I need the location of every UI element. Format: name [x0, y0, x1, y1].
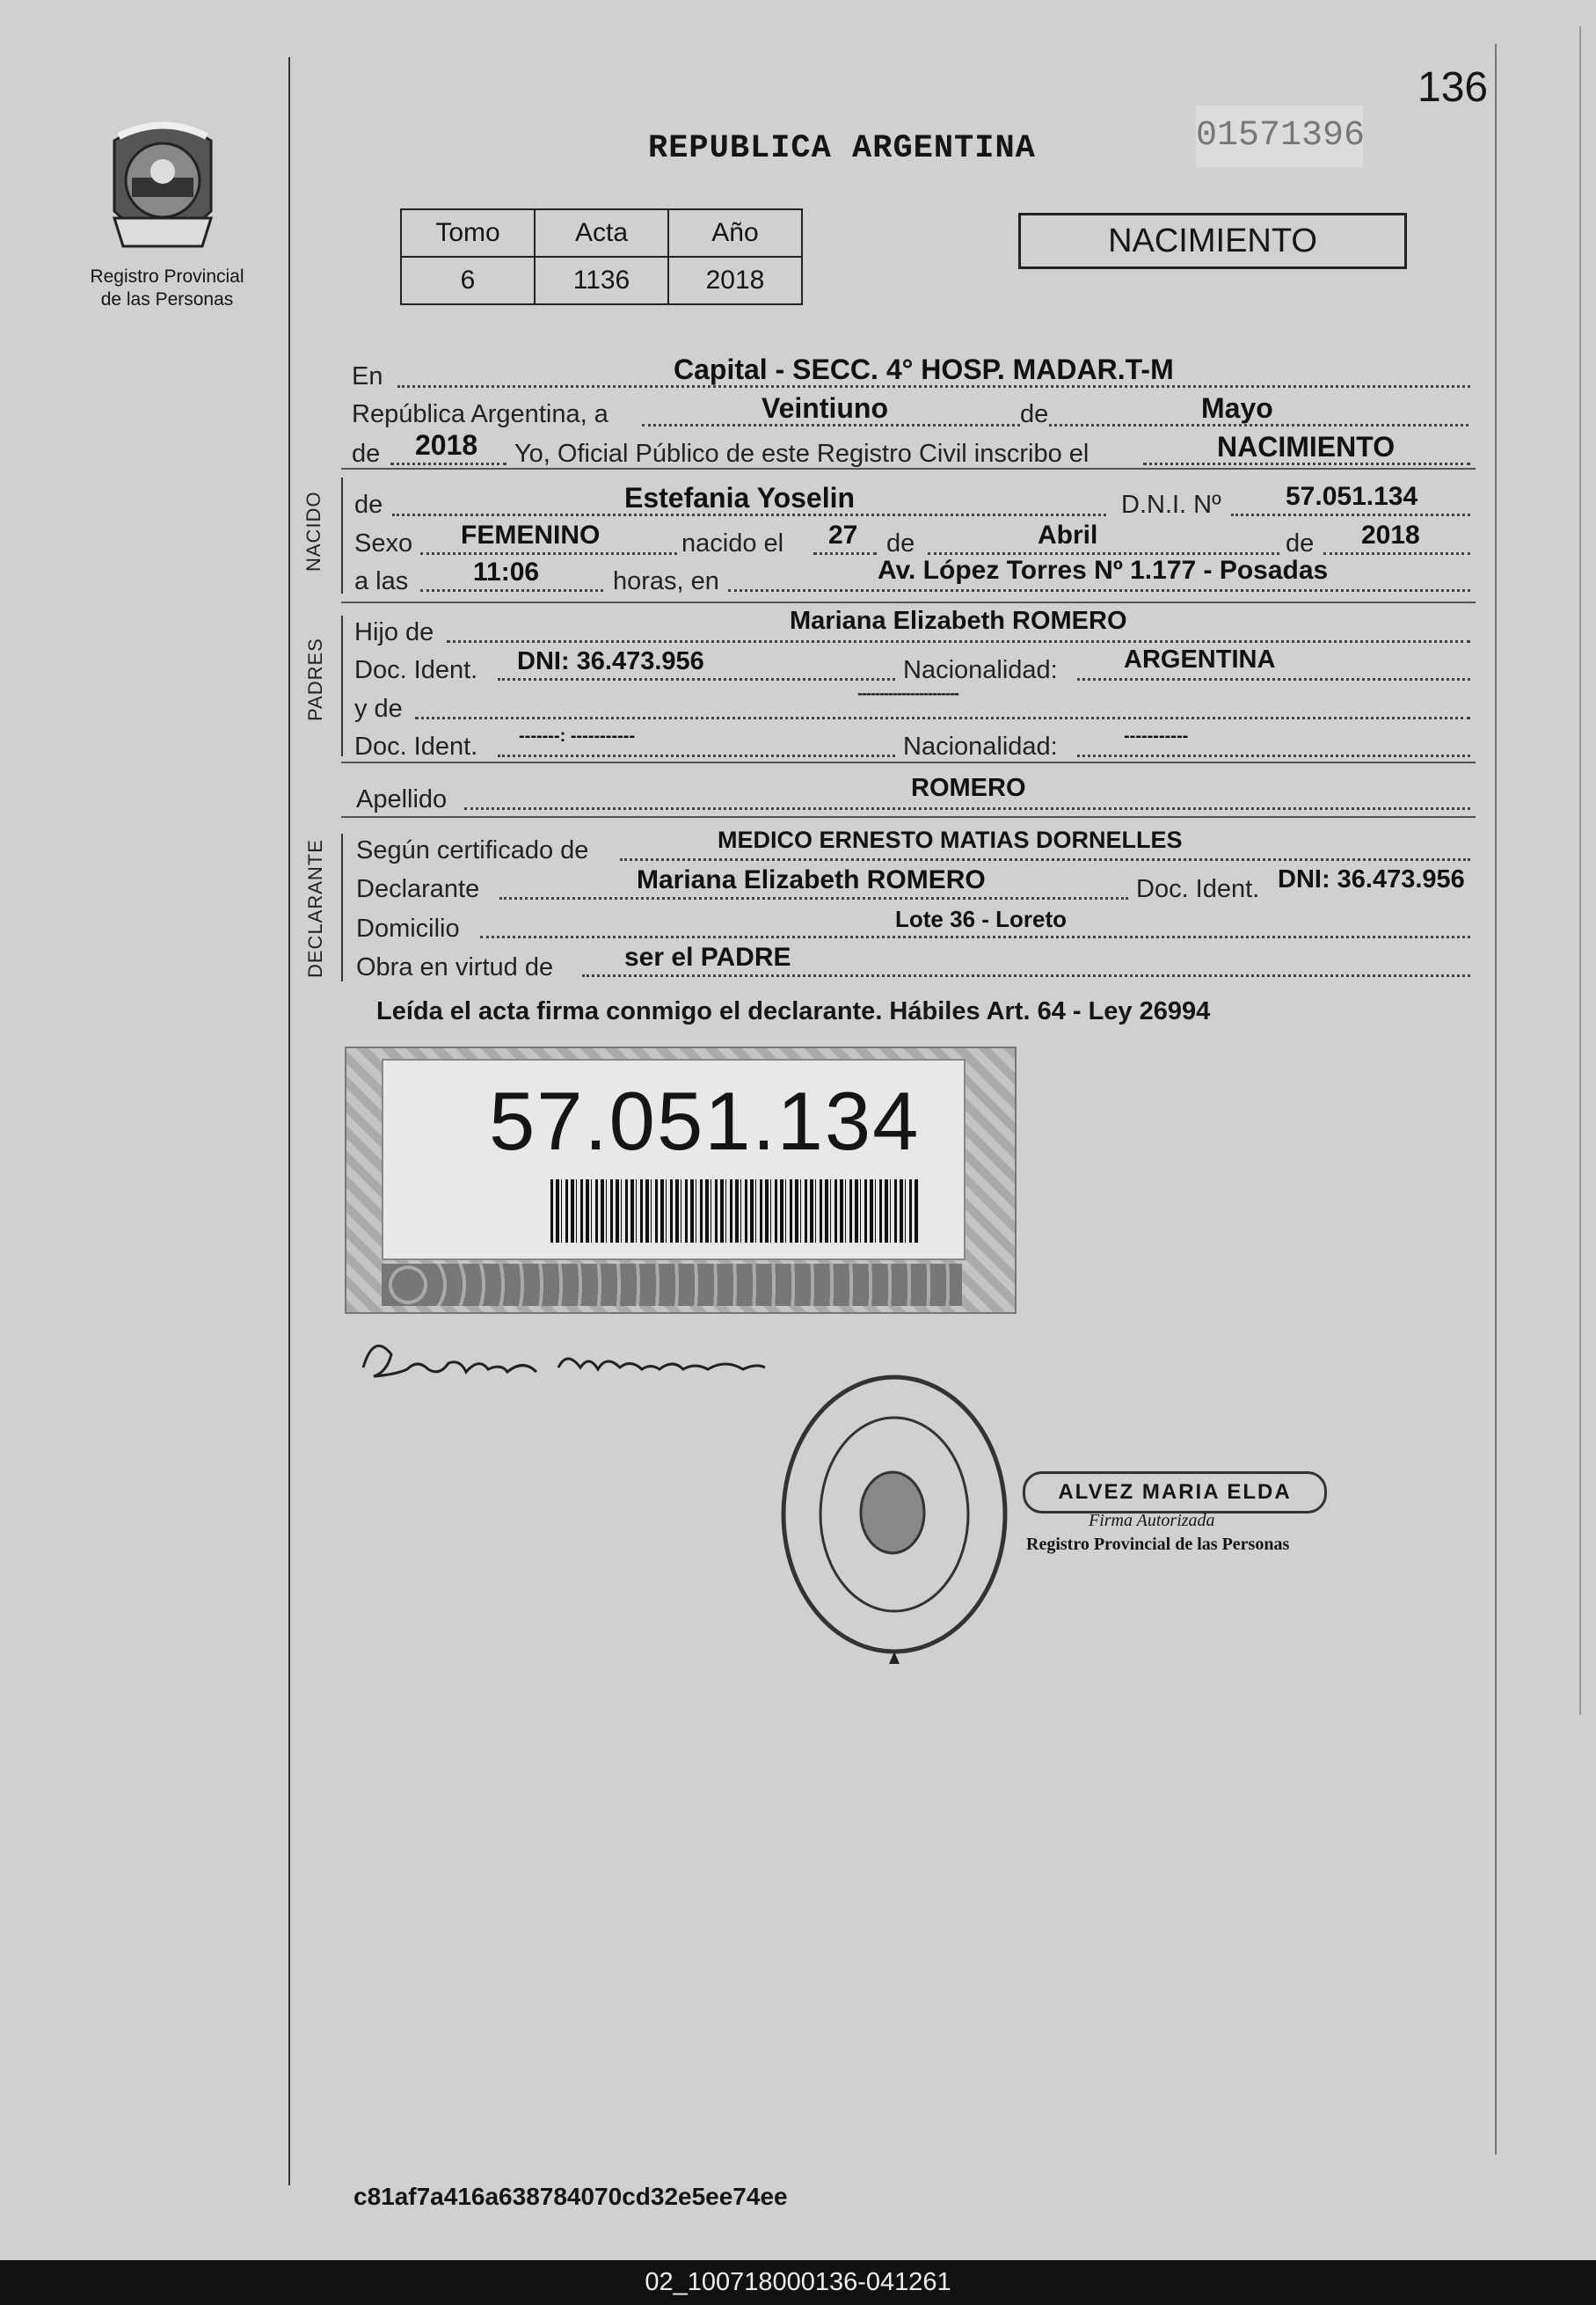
place-value: Capital - SECC. 4° HOSP. MADAR.T-M [674, 354, 1174, 385]
act-type-box: NACIMIENTO [1018, 213, 1407, 269]
page-number: 136 [1417, 64, 1489, 111]
sticker-label [382, 1059, 966, 1260]
dotted-line [420, 589, 603, 592]
a-las-label: a las [354, 567, 409, 595]
authority-office: Registro Provincial de las Personas [1026, 1535, 1290, 1554]
barcode [550, 1179, 920, 1243]
de-label-4: de [1286, 529, 1315, 558]
nacido-section-label: NACIDO [302, 491, 324, 572]
republica-label: República Argentina, a [352, 400, 609, 428]
dotted-line [928, 552, 1279, 555]
footer-id-bar [0, 2260, 1596, 2305]
child-dni-value: 57.051.134 [1286, 482, 1418, 511]
y-de-label: y de [354, 695, 403, 723]
table-cell: 1136 [535, 257, 668, 304]
birth-place-value: Av. López Torres Nº 1.177 - Posadas [878, 556, 1329, 585]
nacido-el-label: nacido el [681, 529, 784, 558]
sexo-value: FEMENINO [461, 521, 601, 550]
left-margin-line [288, 57, 290, 2185]
de-label-3: de [886, 529, 915, 558]
de-label-2: de [352, 440, 381, 468]
certificado-value: MEDICO ERNESTO MATIAS DORNELLES [718, 827, 1183, 853]
country-title: REPUBLICA ARGENTINA [648, 130, 1036, 167]
birth-day-value: 27 [828, 521, 858, 550]
dotted-line [620, 858, 1470, 861]
year-value: 2018 [415, 429, 478, 461]
dotted-line [1077, 755, 1470, 757]
apellido-label: Apellido [356, 785, 448, 813]
dni-sticker [345, 1047, 1017, 1314]
divider [341, 816, 1476, 818]
declarante-label: Declarante [356, 875, 480, 903]
dotted-line [390, 463, 506, 465]
domicilio-value: Lote 36 - Loreto [895, 906, 1068, 932]
child-name-value: Estefania Yoselin [624, 482, 856, 514]
padres-section-label: PADRES [304, 638, 326, 721]
dotted-line [480, 936, 1470, 938]
official-text: Yo, Oficial Público de este Registro Civil inscribo el [514, 440, 1090, 468]
hijo-de-label: Hijo de [354, 618, 434, 646]
divider [341, 468, 1476, 470]
father-nationality-value: ----------- [1124, 726, 1189, 746]
dotted-line [499, 897, 1128, 900]
dotted-line [813, 552, 877, 555]
month-value: Mayo [1201, 392, 1273, 424]
dotted-line [420, 552, 677, 555]
domicilio-label: Domicilio [356, 915, 460, 943]
obra-label: Obra en virtud de [356, 953, 554, 981]
de-label: de [1020, 400, 1049, 428]
dotted-line [498, 678, 895, 681]
table-header: Año [668, 209, 802, 257]
closing-text: Leída el acta firma conmigo el declarante. Hábiles Art. 64 - Ley 26994 [376, 997, 1211, 1025]
nationality-dashes: ----------------------- [857, 684, 958, 702]
declarante-bracket [341, 834, 343, 981]
nacido-bracket [341, 478, 343, 594]
divider [341, 602, 1476, 603]
dotted-line [447, 640, 1470, 643]
act-name-value: NACIMIENTO [1217, 431, 1396, 463]
dotted-line [1323, 552, 1470, 555]
divider [341, 762, 1476, 763]
dotted-line [498, 755, 895, 757]
dotted-line [464, 807, 1470, 810]
en-label: En [352, 362, 383, 390]
nacionalidad-label-2: Nacionalidad: [903, 733, 1058, 761]
apellido-value: ROMERO [911, 774, 1026, 802]
right-margin-line [1495, 44, 1497, 2155]
coat-of-arms-logo [97, 114, 229, 259]
sexo-label: Sexo [354, 529, 413, 558]
signature [356, 1324, 769, 1403]
authority-role: Firma Autorizada [1089, 1511, 1215, 1530]
certificado-label: Según certificado de [356, 836, 589, 864]
nacionalidad-label: Nacionalidad: [903, 656, 1058, 684]
day-words-value: Veintiuno [762, 392, 888, 424]
dotted-line [1077, 678, 1470, 681]
official-round-seal [778, 1372, 1011, 1671]
sticker-pattern [382, 1264, 962, 1306]
authority-name: ALVEZ MARIA ELDA [1023, 1471, 1327, 1514]
dotted-line [728, 589, 1470, 592]
time-value: 11:06 [473, 558, 540, 587]
declarante-section-label: DECLARANTE [304, 839, 326, 978]
sticker-number: 57.051.134 [489, 1075, 921, 1167]
horas-label: horas, en [613, 567, 719, 595]
logo-caption-1: Registro Provincial [90, 266, 244, 287]
obra-value: ser el PADRE [624, 943, 791, 972]
declarante-value: Mariana Elizabeth ROMERO [637, 865, 986, 894]
nacido-de-label: de [354, 491, 383, 519]
mother-nationality-value: ARGENTINA [1124, 646, 1276, 674]
serial-number: 01571396 [1196, 106, 1363, 167]
dni-label: D.N.I. Nº [1121, 491, 1221, 519]
birth-month-value: Abril [1038, 521, 1098, 550]
page-edge-line [1579, 26, 1581, 1715]
logo-caption-2: de las Personas [100, 289, 234, 310]
birth-year-value: 2018 [1361, 521, 1420, 550]
dotted-line [415, 717, 1470, 719]
father-doc-value: -------: ----------- [519, 726, 636, 746]
doc-ident-label: Doc. Ident. [354, 656, 478, 684]
dotted-line [1231, 514, 1470, 516]
mother-doc-value: DNI: 36.473.956 [517, 647, 704, 675]
padres-bracket [341, 616, 343, 756]
declarante-doc-value: DNI: 36.473.956 [1278, 865, 1465, 894]
mother-name-value: Mariana Elizabeth ROMERO [790, 607, 1127, 635]
document-hash: c81af7a416a638784070cd32e5ee74ee [353, 2183, 788, 2210]
dotted-line [582, 974, 1470, 977]
registry-table [400, 208, 803, 305]
doc-ident-label-2: Doc. Ident. [354, 733, 478, 761]
table-header: Acta [535, 209, 668, 257]
table-cell: 2018 [668, 257, 802, 304]
table-header: Tomo [401, 209, 535, 257]
footer-id: 02_100718000136-041261 [645, 2268, 951, 2296]
declarante-doc-label: Doc. Ident. [1136, 875, 1260, 903]
table-cell: 6 [401, 257, 535, 304]
